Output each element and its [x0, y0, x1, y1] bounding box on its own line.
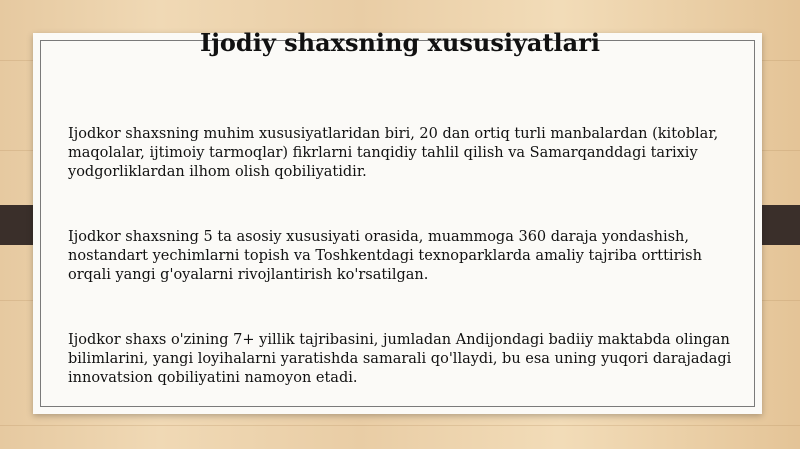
- paragraph-3: Ijodkor shaxs o'zining 7+ yillik tajribasini, jumladan Andijondagi badiiy maktabda olingan bilimlarini, yangi loyihalarni yaratishda samarali qo'llaydi, bu esa uning yuqori darajadagi innovatsion qobiliyatini namoyon etadi.: [68, 332, 732, 386]
- slide-title: Ijodiy shaxsning xususiyatlari: [200, 28, 600, 57]
- paragraph-2: Ijodkor shaxsning 5 ta asosiy xususiyati orasida, muammoga 360 daraja yondashish, nostandart yechimlarni topish va Toshkentdagi texnoparklarda amaliy tajriba orttirish orqali yangi g'oyalarni rivojlantirish ko'rsatilgan.: [68, 229, 702, 283]
- paragraph-1: Ijodkor shaxsning muhim xususiyatlaridan biri, 20 dan ortiq turli manbalardan (kitoblar, maqolalar, ijtimoiy tarmoqlar) fikrlarni tanqidiy tahlil qilish va Samarqanddagi tarixiy yodgorliklardan ilhom olish qobiliyatidir.: [68, 126, 719, 180]
- wood-grain: [0, 425, 800, 426]
